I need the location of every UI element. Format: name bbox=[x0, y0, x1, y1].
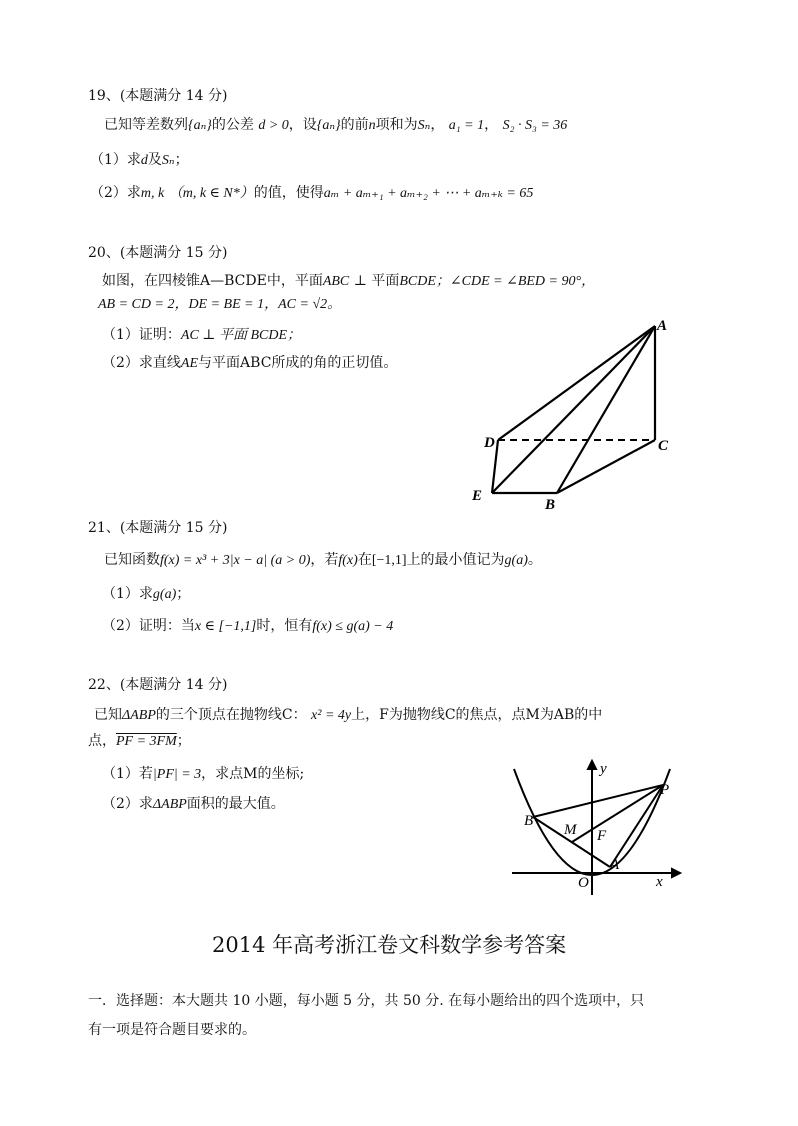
label-a: A bbox=[610, 857, 620, 873]
q21-part2: （2）证明：当x ∈ [−1,1]时，恒有f(x) ≤ g(a) − 4 bbox=[102, 618, 394, 634]
segment-pm bbox=[572, 785, 663, 842]
answer-section1-line1: 一．选择题：本大题共 10 小题，每小题 5 分，共 50 分. 在每小题给出的四个选项中，只 bbox=[88, 993, 645, 1009]
vertex-label-e: E bbox=[472, 488, 483, 504]
q20-part1: （1）证明：AC ⊥ 平面 BCDE； bbox=[102, 327, 302, 343]
label-x: x bbox=[656, 874, 663, 890]
vertex-label-d: D bbox=[484, 435, 495, 451]
q21-heading: 21、(本题满分 15 分) bbox=[88, 520, 228, 536]
label-b: B bbox=[524, 813, 534, 829]
q22-statement-line2: 点，PF = 3FM； bbox=[88, 733, 191, 749]
label-f: F bbox=[597, 828, 607, 844]
edge-ad bbox=[498, 326, 655, 440]
edge-ab bbox=[557, 326, 655, 493]
q19-part2: （2）求m, k （m, k ∈ N*）的值，使得aₘ + aₘ₊₁ + aₘ₊₂ + ⋯ + aₘ₊ₖ = 65 bbox=[90, 185, 534, 201]
q19-part1: （1）求d及Sₙ； bbox=[90, 152, 189, 168]
label-o: O bbox=[578, 875, 589, 891]
vertex-label-a: A bbox=[657, 318, 668, 334]
x-axis-arrow bbox=[672, 869, 680, 877]
answer-title: 2014 年高考浙江卷文科数学参考答案 bbox=[212, 933, 567, 957]
q22-part2: （2）求ΔABP面积的最大值。 bbox=[102, 796, 285, 812]
q21-statement: 已知函数f(x) = x³ + 3|x − a| (a > 0)，若f(x)在[−1,1]上的最小值记为g(a)。 bbox=[104, 552, 542, 568]
segment-bp bbox=[533, 785, 663, 817]
pyramid-figure bbox=[460, 310, 690, 520]
vertex-label-b: B bbox=[545, 497, 556, 513]
q22-statement-line1: 已知ΔABP的三个顶点在抛物线C： x² = 4y上，F为抛物线C的焦点，点M为AB的中 bbox=[94, 707, 603, 723]
q20-statement-line2: AB = CD = 2，DE = BE = 1，AC = √2。 bbox=[98, 297, 342, 312]
q20-heading: 20、(本题满分 15 分) bbox=[88, 245, 228, 261]
q22-part1: （1）若|PF| = 3，求点M的坐标; bbox=[102, 766, 305, 782]
q20-statement-line1: 如图，在四棱锥A—BCDE中，平面ABC ⊥ 平面BCDE；∠CDE = ∠BED = 90°， bbox=[102, 273, 596, 289]
segment-pa bbox=[610, 785, 663, 867]
q21-part1: （1）求g(a)； bbox=[102, 586, 191, 602]
y-axis-arrow bbox=[588, 761, 596, 769]
parabola-figure bbox=[500, 755, 700, 905]
label-p: P bbox=[660, 782, 670, 798]
edge-ae bbox=[492, 326, 655, 493]
q20-part2: （2）求直线AE与平面ABC所成的角的正切值。 bbox=[102, 355, 398, 371]
vertex-label-c: C bbox=[658, 438, 669, 454]
label-y: y bbox=[600, 761, 607, 777]
q19-heading: 19、(本题满分 14 分) bbox=[88, 88, 228, 104]
label-m: M bbox=[564, 822, 577, 838]
q22-heading: 22、(本题满分 14 分) bbox=[88, 677, 228, 693]
answer-section1-line2: 有一项是符合题目要求的。 bbox=[88, 1022, 256, 1038]
q19-statement: 已知等差数列{aₙ}的公差 d > 0，设{aₙ}的前n项和为Sₙ， a₁ = 1， S₂ · S₃ = 36 bbox=[104, 117, 568, 133]
